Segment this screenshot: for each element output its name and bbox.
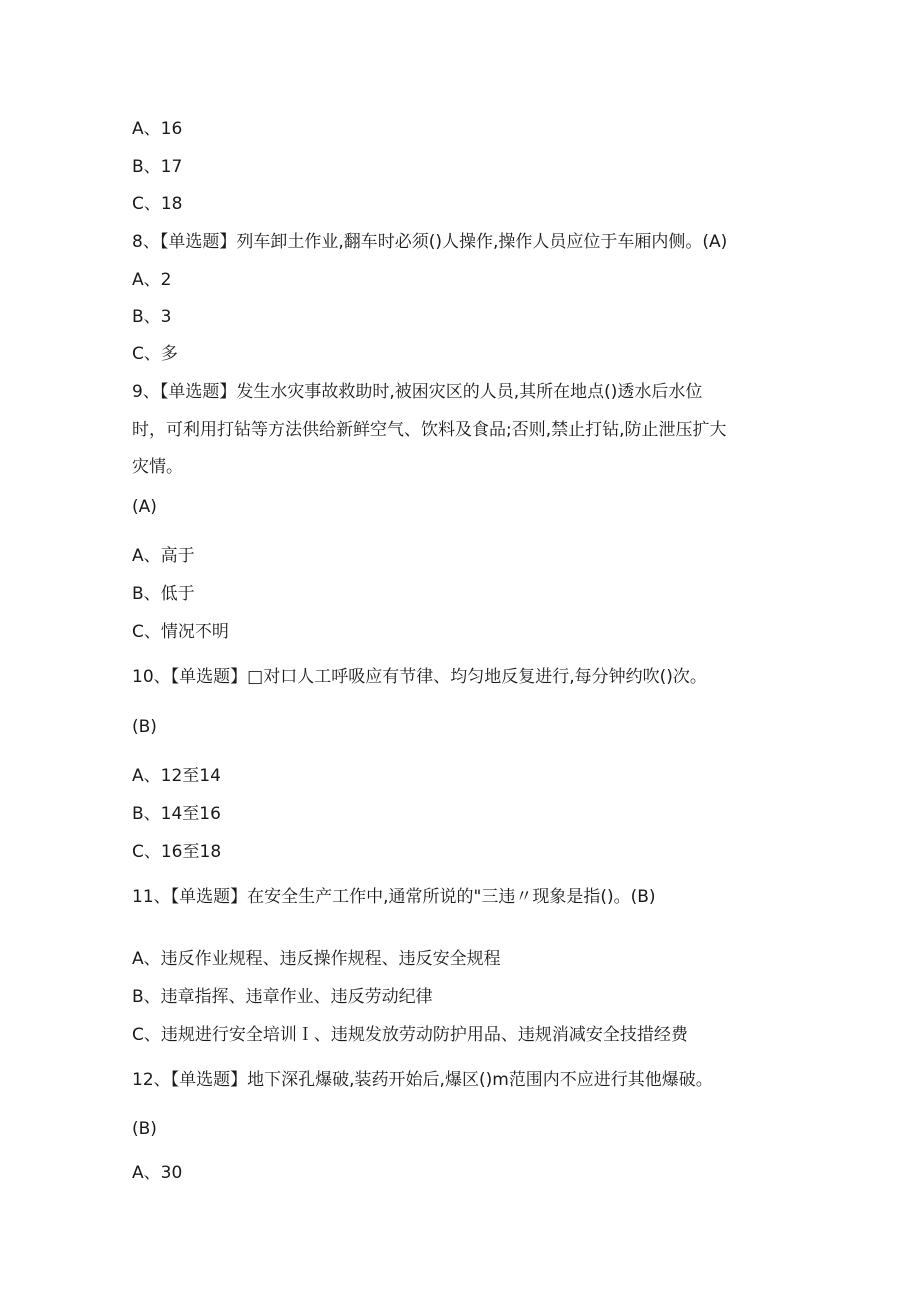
q9-question-line3: 灾情。	[132, 457, 183, 477]
q10-question: 10、【单选题】□对口人工呼吸应有节律、均匀地反复进行,每分钟约吹()次。	[132, 667, 707, 687]
q9-option-b: B、低于	[132, 584, 195, 604]
q8-option-c: C、多	[132, 344, 178, 364]
q9-option-a: A、高于	[132, 546, 195, 566]
q11-option-a: A、违反作业规程、违反操作规程、违反安全规程	[132, 949, 501, 969]
q10-option-a: A、12至14	[132, 766, 221, 786]
q7-option-b: B、17	[132, 157, 183, 177]
q8-option-b: B、3	[132, 307, 172, 327]
q9-question-line2: 时，可利用打钻等方法供给新鲜空气、饮料及食品;否则,禁止打钻,防止泄压扩大	[132, 420, 727, 440]
q7-option-a: A、16	[132, 119, 183, 139]
q10-answer: (B)	[132, 717, 157, 737]
q12-answer: (B)	[132, 1119, 157, 1139]
q10-option-c: C、16至18	[132, 842, 222, 862]
q11-option-c: C、违规进行安全培训Ｉ、违规发放劳动防护用品、违规消减安全技措经费	[132, 1025, 688, 1045]
q9-answer: (A)	[132, 497, 157, 517]
q11-option-b: B、违章指挥、违章作业、违反劳动纪律	[132, 987, 433, 1007]
q9-option-c: C、情况不明	[132, 622, 229, 642]
q9-question-line1: 9、【单选题】发生水灾事故救助时,被困灾区的人员,其所在地点()透水后水位	[132, 382, 703, 402]
q10-option-b: B、14至16	[132, 804, 221, 824]
q8-option-a: A、2	[132, 270, 172, 290]
q7-option-c: C、18	[132, 194, 183, 214]
q12-question: 12、【单选题】地下深孔爆破,装药开始后,爆区()m范围内不应进行其他爆破。	[132, 1070, 713, 1090]
q8-question: 8、【单选题】列车卸土作业,翻车时必须()人操作,操作人员应位于车厢内侧。(A)	[132, 232, 728, 252]
q12-option-a: A、30	[132, 1163, 183, 1183]
q11-question: 11、【单选题】在安全生产工作中,通常所说的"三违〃现象是指()。(B)	[132, 887, 656, 907]
